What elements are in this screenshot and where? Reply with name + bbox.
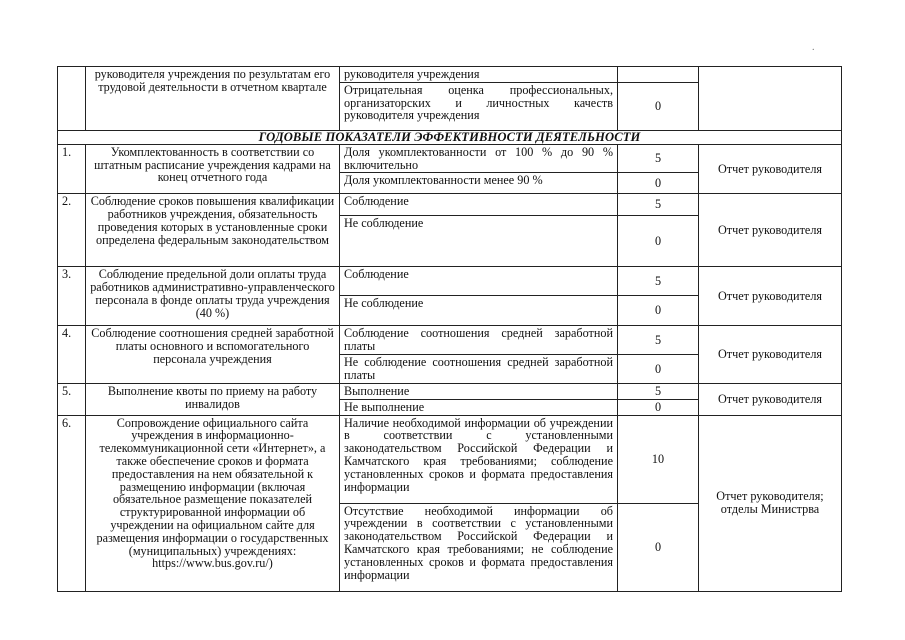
score-cell: 0 [618, 216, 699, 267]
indicator-name: Укомплектованность в соответствии со штатным расписание учреждения кадрами на конец отчетного года [86, 144, 340, 194]
row-number: 6. [58, 415, 86, 591]
score-cell: 5 [618, 144, 699, 173]
table-row [58, 144, 842, 173]
score-cell: 5 [618, 383, 699, 399]
indicator-name: Соблюдение сроков повышения квалификации работников учреждения, обязательность проведения которых в установленные сроки определена федеральным законодательством [86, 194, 340, 267]
score-cell: 0 [618, 173, 699, 194]
score-cell: 5 [618, 326, 699, 355]
table-row [58, 415, 842, 503]
score-cell: 0 [618, 82, 699, 130]
kpi-table [57, 66, 842, 592]
criterion-text: Не соблюдение соотношения средней заработной платы [340, 354, 618, 383]
criterion-text: Не соблюдение [340, 216, 618, 267]
score-cell: 5 [618, 194, 699, 216]
row-number: 1. [58, 144, 86, 194]
criterion-text: руководителя учреждения [340, 67, 618, 83]
score-cell: 0 [618, 296, 699, 326]
indicator-name: Сопровождение официального сайта учреждения в информационно-телекоммуникационной сети «Интернет», а также обеспечение сроков и формата предоставления на нем обязательной к размещению информации (включая обязательное размещение показателей структурированной информации об учреждении на официальном сайте для размещения информации о государственных (муниципальных) учреждениях: https://www.bus.gov.ru/) [86, 415, 340, 591]
score-cell: 10 [618, 415, 699, 503]
criterion-text: Доля укомплектованности от 100 % до 90 % включительно [340, 144, 618, 173]
score-cell: 0 [618, 503, 699, 591]
row-number: 4. [58, 326, 86, 384]
row-number-cell [58, 67, 86, 131]
criterion-text: Отсутствие необходимой информации об учреждении в соответствии с установленными законодательством Российской Федерации и Камчатского края требованиями; не соблюдение установленных сроков и формата предоставления информации [340, 503, 618, 591]
table-row [58, 67, 842, 83]
scan-speck: . [812, 42, 815, 53]
criterion-text: Соблюдение [340, 194, 618, 216]
criterion-text: Доля укомплектованности менее 90 % [340, 173, 618, 194]
criterion-text: Соблюдение [340, 267, 618, 296]
source-cell: Отчет руководителя [699, 383, 842, 415]
source-cell [699, 67, 842, 131]
table-row [58, 267, 842, 296]
score-cell: 0 [618, 399, 699, 415]
criterion-text: Отрицательная оценка профессиональных, организаторских и личностных качеств руководителя учреждения [340, 82, 618, 130]
source-cell: Отчет руководителя; отделы Министрва [699, 415, 842, 591]
criterion-text: Соблюдение соотношения средней заработной платы [340, 326, 618, 355]
indicator-name: Соблюдение соотношения средней заработной платы основного и вспомогательного персонала учреждения [86, 326, 340, 384]
row-number: 3. [58, 267, 86, 326]
source-cell: Отчет руководителя [699, 326, 842, 384]
row-number: 5. [58, 383, 86, 415]
criterion-text: Не выполнение [340, 399, 618, 415]
criterion-text: Наличие необходимой информации об учреждении в соответствии с установленными законодательством Российской Федерации и Камчатского края требованиями; соблюдение установленных сроков и формата предоставления информации [340, 415, 618, 503]
score-cell [618, 67, 699, 83]
source-cell: Отчет руководителя [699, 267, 842, 326]
criterion-text: Не соблюдение [340, 296, 618, 326]
row-number: 2. [58, 194, 86, 267]
score-cell: 0 [618, 354, 699, 383]
indicator-name: руководителя учреждения по результатам его трудовой деятельности в отчетном квартале [86, 67, 340, 131]
indicator-name: Выполнение квоты по приему на работу инвалидов [86, 383, 340, 415]
indicator-name: Соблюдение предельной доли оплаты труда работников административно-управленческого персонала в фонде оплаты труда учреждения (40 %) [86, 267, 340, 326]
score-cell: 5 [618, 267, 699, 296]
section-header-row [58, 130, 842, 144]
source-cell: Отчет руководителя [699, 194, 842, 267]
source-cell: Отчет руководителя [699, 144, 842, 194]
criterion-text: Выполнение [340, 383, 618, 399]
table-row [58, 326, 842, 355]
table-row [58, 383, 842, 399]
table-row [58, 194, 842, 216]
section-title: ГОДОВЫЕ ПОКАЗАТЕЛИ ЭФФЕКТИВНОСТИ ДЕЯТЕЛЬНОСТИ [58, 130, 842, 144]
